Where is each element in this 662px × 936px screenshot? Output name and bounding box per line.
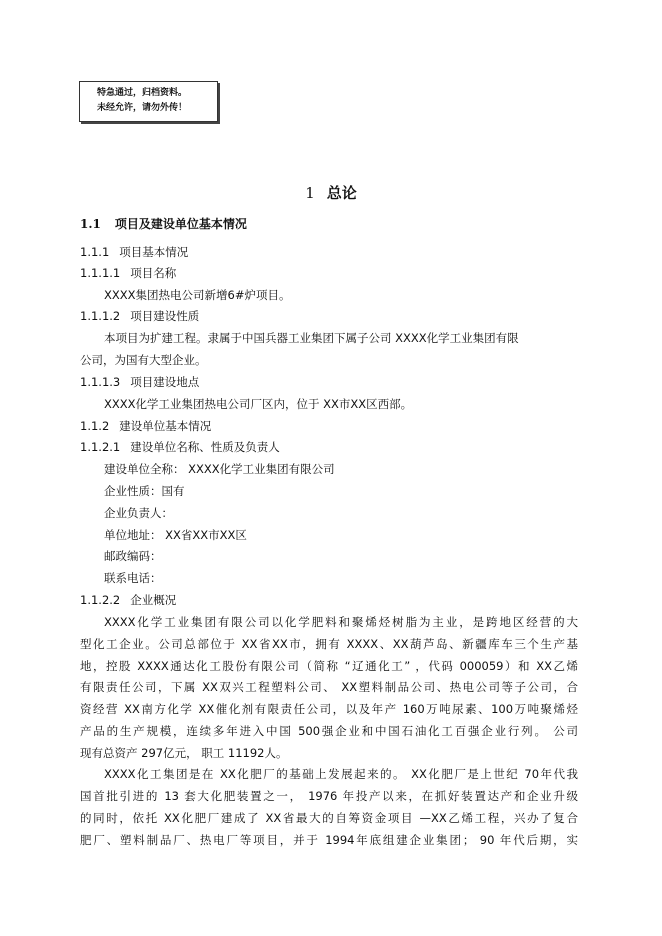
- section-title: 项目名称: [130, 266, 177, 280]
- overview-line: XXXX化学工业集团有限公司以化学肥料和聚烯烃树脂为主业，是跨地区经营的大: [104, 615, 578, 629]
- section-title: 项目建设地点: [130, 375, 200, 389]
- section-number: 1.1.2.1: [80, 440, 121, 454]
- unit-name-field: 建设单位全称： XXXX化学工业集团有限公司: [104, 462, 335, 476]
- confidential-stamp: [79, 81, 218, 122]
- history-line: 的同时，依托 XX化肥厂建成了 XX省最大的自筹资金项目 —XX乙烯工程，兴办了复合: [80, 811, 578, 825]
- unit-address-field: 单位地址： XX省XX市XX区: [104, 528, 247, 542]
- unit-leader-field: 企业负责人：: [104, 506, 173, 520]
- section-heading-1-1-2-1: [80, 437, 578, 458]
- nature-paragraph-line: 公司，为国有大型企业。: [80, 353, 207, 367]
- history-line: 肥厂、塑料制品厂、热电厂等项目，并于 1994年底组建企业集团； 90 年代后期，实: [80, 833, 578, 847]
- section-title: 项目建设性质: [130, 309, 200, 323]
- section-heading-1-1: [80, 214, 578, 235]
- section-heading-1-1-1: [80, 242, 578, 263]
- chapter-number: 1: [305, 184, 315, 202]
- chapter-title: 总论: [326, 184, 357, 202]
- section-heading-1-1-2-2: [80, 590, 578, 611]
- unit-nature-field: 企业性质：国有: [104, 484, 185, 498]
- overview-line: 有限责任公司，下属 XX双兴工程塑料公司、 XX塑料制品公司、热电公司等子公司，合: [80, 680, 578, 694]
- unit-postcode-field: 邮政编码：: [104, 549, 162, 563]
- overview-line: 地，控股 XXXX通达化工股份有限公司（简称 “辽通化工” ，代码 000059）和 XX乙烯: [80, 659, 578, 673]
- overview-line: 资经营 XX南方化学 XX催化剂有限责任公司，以及年产 160万吨尿素、100万吨聚烯烃: [80, 702, 578, 716]
- nature-paragraph-line: 本项目为扩建工程。隶属于中国兵器工业集团下属子公司 XXXX化学工业集团有限: [104, 331, 519, 345]
- overview-line: 型化工企业。公司总部位于 XX省XX市，拥有 XXXX、XX葫芦岛、新疆库车三个生产基: [80, 637, 578, 651]
- overview-line: 现有总资产 297亿元， 职工 11192人。: [80, 746, 288, 760]
- project-name-text: XXXX集团热电公司新增6#炉项目。: [104, 288, 291, 302]
- section-title: 项目基本情况: [119, 245, 189, 259]
- section-title: 建设单位基本情况: [119, 419, 212, 433]
- unit-phone-field: 联系电话：: [104, 571, 162, 585]
- overview-line: 产品的生产规模，连续多年进入中国 500强企业和中国石油化工百强企业行列。 公司: [80, 724, 578, 738]
- stamp-line-2: 未经允许，请勿外传！: [97, 103, 188, 113]
- section-heading-1-1-1-3: [80, 372, 578, 393]
- section-heading-1-1-1-2: [80, 306, 578, 327]
- stamp-line-1: 特急通过，归档资料。: [97, 88, 188, 98]
- section-number: 1.1: [80, 217, 101, 231]
- section-heading-1-1-2: [80, 416, 578, 437]
- history-line: 国首批引进的 13 套大化肥装置之一， 1976 年投产以来，在抓好装置达产和企业升级: [80, 789, 578, 803]
- section-number: 1.1.1.3: [80, 375, 121, 389]
- section-number: 1.1.2.2: [80, 593, 121, 607]
- section-number: 1.1.1: [80, 245, 110, 259]
- section-title: 项目及建设单位基本情况: [114, 217, 247, 231]
- section-number: 1.1.2: [80, 419, 110, 433]
- section-number: 1.1.1.2: [80, 309, 121, 323]
- chapter-heading: [0, 182, 662, 203]
- section-title: 企业概况: [130, 593, 177, 607]
- location-text: XXXX化学工业集团热电公司厂区内，位于 XX市XX区西部。: [104, 397, 413, 411]
- section-heading-1-1-1-1: [80, 263, 578, 284]
- section-title: 建设单位名称、性质及负责人: [130, 440, 280, 454]
- section-number: 1.1.1.1: [80, 266, 121, 280]
- history-line: XXXX化工集团是在 XX化肥厂的基础上发展起来的。 XX化肥厂是上世纪 70年代我: [104, 767, 578, 781]
